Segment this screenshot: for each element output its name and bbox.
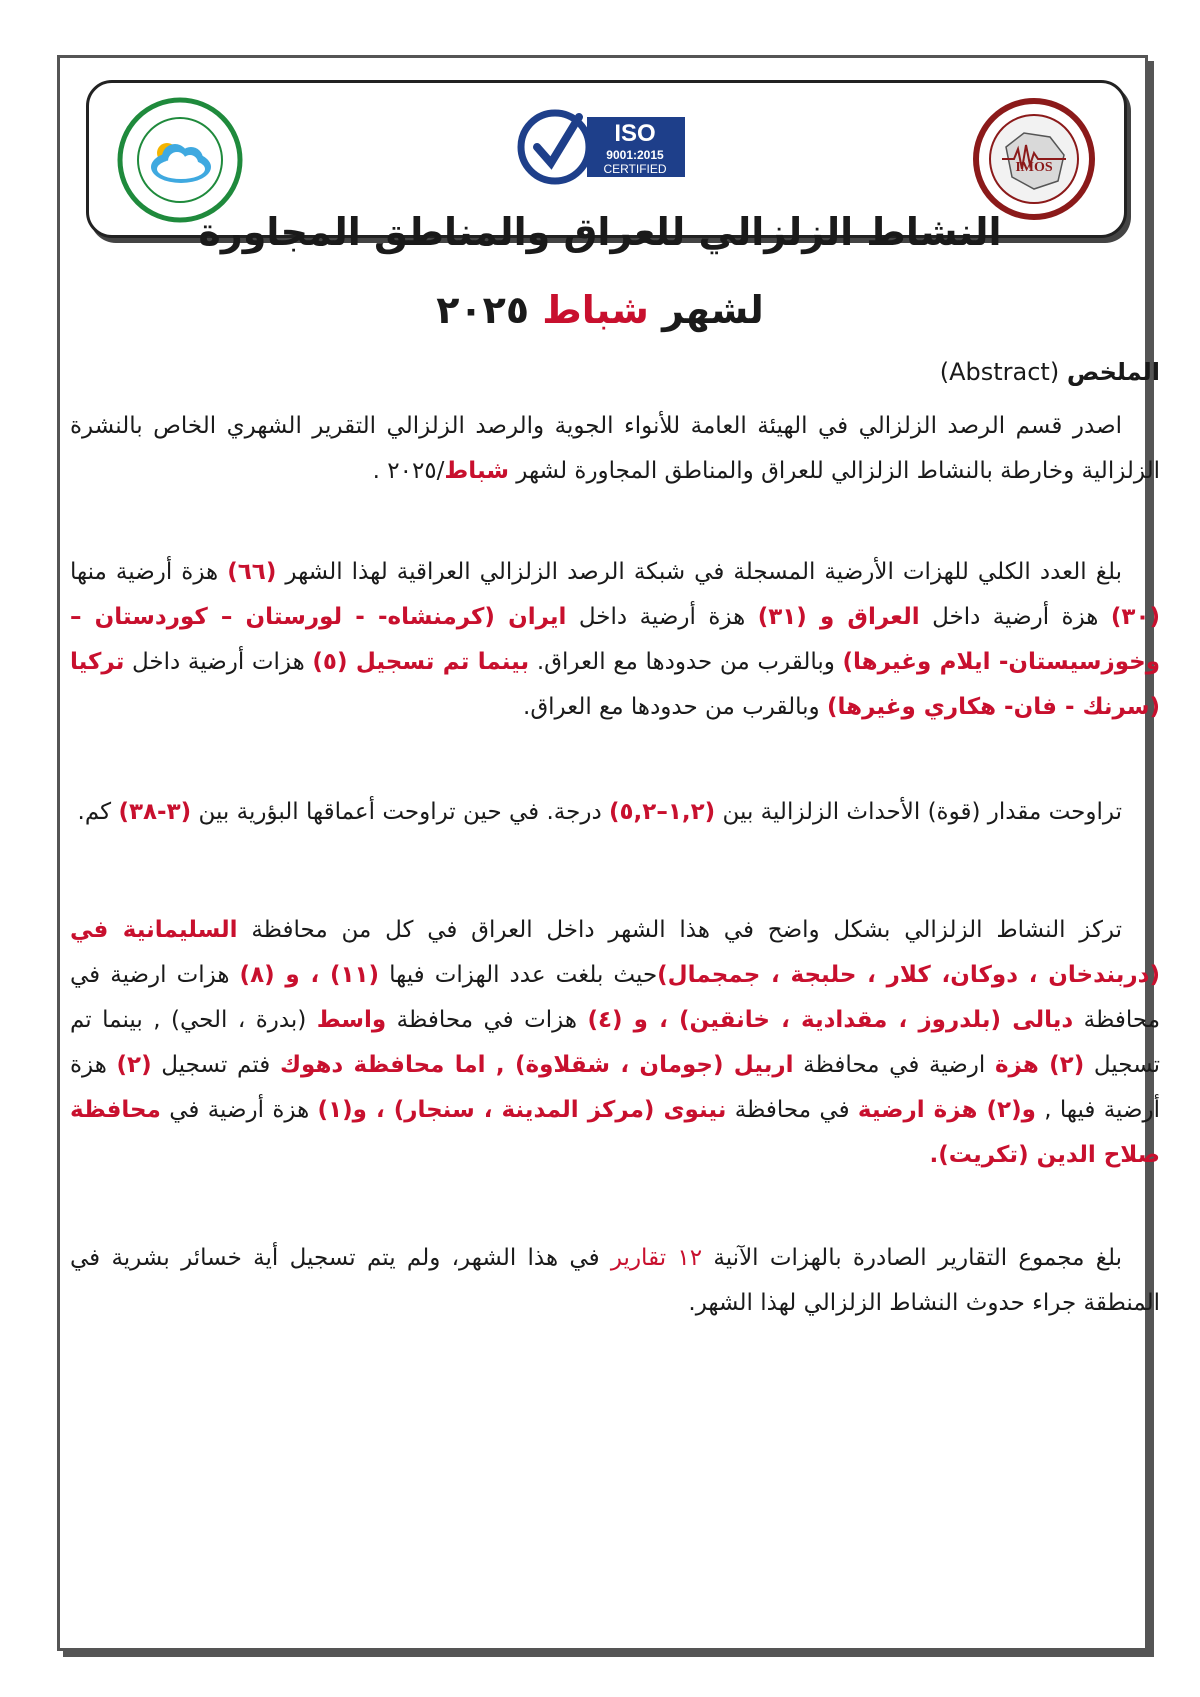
p4-nineveh-count: و(٢) هزة ارضية	[857, 1097, 1036, 1123]
p5-text-c: في هذا الشهر، ولم يتم تسجيل أية خسائر بشرية في المنطقة جراء حدوث النشاط الزلزالي لهذا الشهر.	[70, 1245, 1160, 1316]
p4-text-s: هزة أرضية في	[160, 1097, 318, 1123]
p4-text-k: ارضية في محافظة	[793, 1052, 995, 1078]
p4-wasit: واسط	[316, 1007, 387, 1033]
p3-text-c: درجة. في حين تراوحت أعماقها البؤرية بين	[191, 799, 609, 825]
p4-text-o: هزة أرضية فيها ,	[70, 1052, 1161, 1123]
abstract-label-ar: الملخص	[1066, 358, 1160, 386]
paragraph-1	[70, 404, 1160, 494]
p4-counts-1: (١١) ، و (٨)	[239, 962, 380, 988]
p2-iraq-count: (٣٠)	[1110, 604, 1160, 630]
document-subtitle	[0, 288, 1200, 332]
paragraph-3	[70, 790, 1160, 835]
p1-text: اصدر قسم الرصد الزلزالي في الهيئة العامة للأنواء الجوية والرصد الزلزالي التقرير الشهري الخاص بالنشرة الزلزالية وخارطة بالنشاط الزلزالي للعراق والمناطق المجاورة لشهر	[70, 413, 1160, 484]
p4-text-m: فتم تسجيل	[151, 1052, 280, 1078]
title-month: شباط	[542, 288, 649, 332]
title-year: ٢٠٢٥	[436, 288, 543, 332]
p3-depth-range: (٣-٣٨)	[118, 799, 192, 825]
p2-text-m: وبالقرب من حدودها مع العراق.	[523, 694, 827, 720]
imos-seismology-logo	[972, 97, 1096, 221]
iso-certification-badge	[517, 103, 697, 193]
p2-iran-count: العراق و (٣١)	[757, 604, 920, 630]
p4-erbil-count: (٢) هزة	[994, 1052, 1085, 1078]
p3-text-e: كم.	[77, 799, 119, 825]
p2-turkey-regions: تركيا (سرنك - فان- هكاري وغيرها)	[70, 649, 1160, 720]
p5-reports-count: ١٢ تقارير	[610, 1245, 703, 1271]
p2-turkey-count: بينما تم تسجيل (٥)	[312, 649, 530, 675]
p2-text-i: وبالقرب من حدودها مع العراق.	[529, 649, 843, 675]
p4-erbil-dohuk: اربيل (جومان ، شقلاوة) , اما محافظة دهوك	[279, 1052, 794, 1078]
p2-total-count: (٦٦)	[227, 559, 277, 585]
p4-dohuk-count: (٢)	[116, 1052, 152, 1078]
iso-label: ISO	[614, 120, 656, 147]
p3-magnitude-range: (١,٢–٥,٢)	[609, 799, 716, 825]
abstract-label-en: (Abstract)	[939, 358, 1067, 386]
abstract-heading	[940, 358, 1160, 386]
p1-month: شباط	[444, 458, 509, 484]
document-title	[0, 210, 1200, 254]
p4-text-c: حيث بلغت عدد الهزات فيها	[379, 962, 658, 988]
p2-text-a: بلغ العدد الكلي للهزات الأرضية المسجلة في شبكة الرصد الزلزالي العراقية لهذا الشهر	[276, 559, 1122, 585]
meteorological-organization-logo	[117, 97, 243, 223]
p2-iran-regions: ايران (كرمنشاه- - لورستان – كوردستان – وخوزسيستان- ايلام وغيرها)	[70, 604, 1160, 675]
title-line1: النشاط الزلزالي للعراق والمناطق المجاورة	[198, 210, 1002, 254]
p1-tail: /٢٠٢٥ .	[372, 458, 445, 484]
p5-text-a: بلغ مجموع التقارير الصادرة بالهزات الآنية	[702, 1245, 1122, 1271]
p4-text-e: هزات ارضية في محافظة	[70, 962, 1161, 1033]
p4-diyala: ديالى (بلدروز ، مقدادية ، خانقين) ، و (٤)	[587, 1007, 1074, 1033]
p4-sulaymaniyah: السليمانية في (دربندخان ، دوكان، كلار ، حلبجة ، جمجمال)	[70, 917, 1160, 988]
p2-text-e: هزة أرضية داخل	[919, 604, 1111, 630]
p3-text-a: تراوحت مقدار (قوة) الأحداث الزلزالية بين	[715, 799, 1122, 825]
p4-text-i: (بدرة ، الحي) , بينما تم تسجيل	[70, 1007, 1160, 1078]
imos-label: IMOS	[1015, 160, 1053, 175]
title-prefix: لشهر	[648, 288, 764, 332]
p2-text-g: هزة أرضية داخل	[566, 604, 758, 630]
p4-nineveh: نينوى (مركز المدينة ، سنجار) ، و(١)	[317, 1097, 727, 1123]
p4-text-a: تركز النشاط الزلزالي بشكل واضح في هذا الشهر داخل العراق في كل من محافظة	[237, 917, 1122, 943]
paragraph-2	[70, 550, 1160, 730]
iso-certified: CERTIFIED	[603, 162, 667, 176]
p4-text-g: هزات في محافظة	[386, 1007, 588, 1033]
p4-text-q: في محافظة	[726, 1097, 858, 1123]
p2-text-c: هزة أرضية منها	[70, 559, 228, 585]
p2-text-k: هزات أرضية داخل	[124, 649, 313, 675]
p4-salahaddin: محافظة صلاح الدين (تكريت).	[70, 1097, 1160, 1168]
paragraph-4	[70, 908, 1160, 1178]
iso-standard: 9001:2015	[606, 148, 664, 162]
paragraph-5	[70, 1236, 1160, 1326]
